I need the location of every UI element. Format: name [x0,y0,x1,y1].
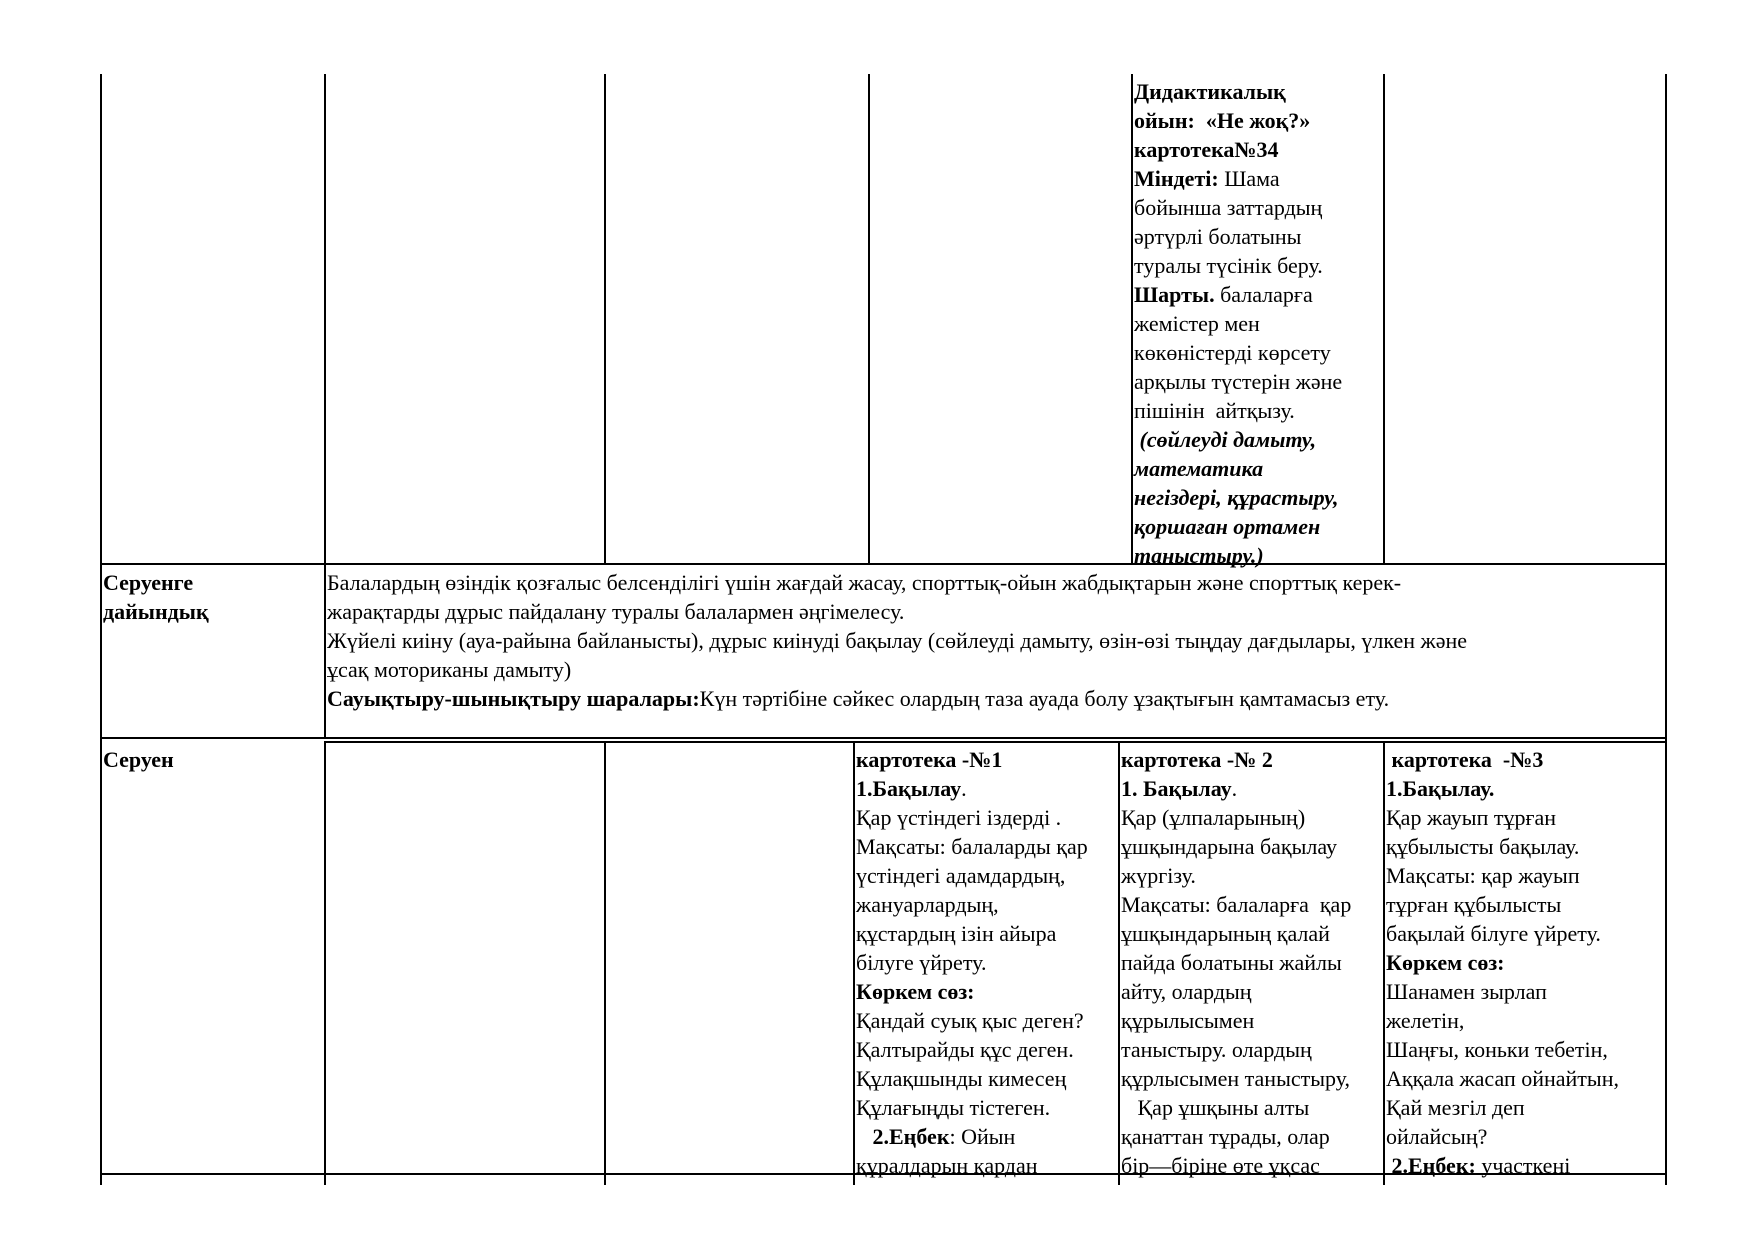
text-line [1134,512,1342,541]
text-line [856,948,1088,977]
text-line [856,1006,1088,1035]
text-run: участкені [1481,1153,1571,1178]
text-line [856,1064,1088,1093]
text-run: құрлысымен таныстыру, [1121,1066,1351,1091]
text-line [1121,948,1351,977]
text-run: Серуен [103,747,174,772]
text-line [1121,861,1351,890]
text-run: таныстыру.) [1134,543,1264,568]
text-line [327,684,1467,713]
text-line [1386,861,1619,890]
table-border-right [1665,74,1667,1185]
text-run: ойын: «Не жоқ?» [1134,108,1311,133]
text-run: Қай мезгіл деп [1386,1095,1525,1120]
text-run: Дидактикалық [1134,79,1286,104]
didactic-game-cell [1134,77,1342,570]
text-line [1134,164,1342,193]
text-line [856,803,1088,832]
text-run: бір—біріне өте ұқсас [1121,1153,1320,1178]
text-run: бақылай білуге үйрету. [1386,921,1601,946]
text-run: үстіндегі адамдардың, [856,863,1066,888]
text-run: құбылысты бақылау. [1386,834,1580,859]
text-line [1386,745,1619,774]
text-run: Қалтырайды құс деген. [856,1037,1074,1062]
text-run: желетін, [1386,1008,1465,1033]
text-run: Мақсаты: балаларды қар [856,834,1088,859]
text-run: Аққала жасап ойнайтын, [1386,1066,1619,1091]
row3-divider-5 [1383,741,1385,1185]
text-run: картотека -№ 2 [1121,747,1273,772]
text-run: Қар (ұлпаларының) [1121,805,1306,830]
text-line [1386,1064,1619,1093]
text-run: таныстыру. олардың [1121,1037,1312,1062]
text-run: Мақсаты: қар жауып [1386,863,1580,888]
text-run: Көркем сөз: [1386,950,1505,975]
text-line [856,832,1088,861]
text-run: туралы түсінік беру. [1134,253,1323,278]
text-run: 1.Бақылау. [1386,776,1495,801]
text-line [1386,803,1619,832]
text-run: Мақсаты: балаларға қар [1121,892,1352,917]
text-run: 1. Бақылау [1121,776,1232,801]
text-line [856,774,1088,803]
row3-divider-1 [324,741,326,1185]
text-line [1134,396,1342,425]
row3-divider-3 [853,741,855,1185]
text-line [1134,77,1342,106]
row1-bottom-border [100,563,1667,565]
text-line [856,1035,1088,1064]
text-run: Күн тәртібіне сәйкес олардың таза ауада болу ұзақтығын қамтамасыз ету. [699,686,1390,711]
text-run: ойлайсың? [1386,1124,1488,1149]
text-run: 2.Еңбек [856,1124,950,1149]
text-run: тұрған құбылысты [1386,892,1562,917]
text-line [1134,222,1342,251]
text-run: көкөністерді көрсету [1134,340,1331,365]
text-run: құрылысымен [1121,1008,1255,1033]
text-run: қанаттан тұрады, олар [1121,1124,1330,1149]
text-line [327,626,1467,655]
row1-divider-1 [324,74,326,564]
text-run: жарақтарды дұрыс пайдалану туралы балалармен әңгімелесу. [327,599,905,624]
text-run: құстардың ізін айыра [856,921,1057,946]
text-run: Құлақшынды кимесең [856,1066,1067,1091]
text-run: Шарты. [1134,282,1221,307]
walk-card-1 [856,745,1088,1180]
text-line [1121,803,1351,832]
text-run: дайындық [103,599,209,624]
row1-divider-4 [1131,74,1133,564]
row2-bottom-border-inner [324,741,1667,743]
text-line [327,568,1467,597]
text-run: Жүйелі киіну (ауа-райына байланысты), дұрыс киінуді бақылау (сөйлеуді дамыту, өзін-өзі тыңдау дағдылары, үлкен және [327,628,1468,653]
text-run: 2.Еңбек: [1386,1153,1482,1178]
text-run: математика [1134,456,1264,481]
text-line [1386,977,1619,1006]
text-run: пайда болатыны жайлы [1121,950,1342,975]
row2-bottom-border [100,737,1667,739]
text-line [1134,367,1342,396]
text-line [1134,338,1342,367]
text-line [103,597,209,626]
text-run: әртүрлі болатыны [1134,224,1302,249]
text-line [1386,832,1619,861]
text-run: Серуенге [103,570,194,595]
text-run: жануарлардың, [856,892,999,917]
text-line [856,1122,1088,1151]
text-line [1386,1006,1619,1035]
text-line [1134,541,1342,570]
walk-card-3 [1386,745,1619,1180]
text-line [1386,1122,1619,1151]
text-line [1386,1151,1619,1180]
text-line [1134,106,1342,135]
text-line [1121,1093,1351,1122]
text-run: (сөйлеуді дамыту, [1134,427,1317,452]
text-line [856,919,1088,948]
text-line [856,977,1088,1006]
text-run: айту, олардың [1121,979,1252,1004]
text-line [1121,890,1351,919]
walk-card-2 [1121,745,1351,1180]
text-line [1121,774,1351,803]
row3-divider-4 [1118,741,1120,1185]
text-run: жүргізу. [1121,863,1196,888]
text-line [1386,1035,1619,1064]
text-run: : Ойын [949,1124,1016,1149]
text-run: Қар ұшқыны алты [1121,1095,1310,1120]
text-line [856,745,1088,774]
text-line [1134,193,1342,222]
text-run: негіздері, құрастыру, [1134,485,1339,510]
text-run: жемістер мен [1134,311,1260,336]
text-run: 1.Бақылау [856,776,962,801]
text-run: Балалардың өзіндік қозғалыс белсенділігі үшін жағдай жасау, спорттық-ойын жабдықтарын және спорттық керек- [327,570,1402,595]
text-run: Қар үстіндегі іздерді . [856,805,1062,830]
text-run: балаларға [1220,282,1313,307]
text-line [103,745,174,774]
text-line [1386,919,1619,948]
text-run: қоршаған ортамен [1134,514,1321,539]
row1-divider-3 [868,74,870,564]
text-line [103,568,209,597]
text-line [1386,1093,1619,1122]
text-run: пішінін айтқызу. [1134,398,1295,423]
text-line [1121,1006,1351,1035]
text-line [1134,135,1342,164]
row2-divider-1 [324,563,326,739]
row1-divider-2 [604,74,606,564]
text-line [1121,1122,1351,1151]
text-line [1386,774,1619,803]
text-line [1134,280,1342,309]
text-run: Көркем сөз: [856,979,975,1004]
text-run: ұшқындарына бақылау [1121,834,1338,859]
text-line [1121,977,1351,1006]
text-run: арқылы түстерін және [1134,369,1343,394]
text-line [1386,948,1619,977]
text-line [1134,309,1342,338]
text-run: картотека№34 [1134,137,1279,162]
text-line [327,597,1467,626]
text-run: Қар жауып тұрған [1386,805,1557,830]
text-line [1386,890,1619,919]
text-line [856,1093,1088,1122]
walk-label [103,745,174,774]
text-line [1134,251,1342,280]
text-line [1121,919,1351,948]
text-run: бойынша заттардың [1134,195,1323,220]
text-run: . [1231,776,1238,801]
text-line [1121,1151,1351,1180]
text-line [856,861,1088,890]
text-line [1134,425,1342,454]
text-line [1121,1064,1351,1093]
text-line [1134,483,1342,512]
text-run: Шама [1224,166,1280,191]
row1-divider-5 [1383,74,1385,564]
text-run: картотека -№1 [856,747,1003,772]
text-run: құралдарын қардан [856,1153,1038,1178]
text-run: Құлағыңды тістеген. [856,1095,1051,1120]
text-run: Қандай суық қыс деген? [856,1008,1084,1033]
text-line [856,1151,1088,1180]
text-run: ұшқындарының қалай [1121,921,1330,946]
text-run: . [961,776,967,801]
text-run: Шаңғы, коньки тебетін, [1386,1037,1608,1062]
walk-preparation-label [103,568,209,626]
text-line [1134,454,1342,483]
text-run: ұсақ моториканы дамыту) [327,657,572,682]
text-run: картотека -№3 [1386,747,1544,772]
text-run: Шанамен зырлап [1386,979,1547,1004]
table-border-left [100,74,102,1185]
text-line [1121,745,1351,774]
text-run: Міндеті: [1134,166,1225,191]
text-line [1121,832,1351,861]
row3-divider-2 [604,741,606,1185]
text-line [856,890,1088,919]
text-line [1121,1035,1351,1064]
text-run: білуге үйрету. [856,950,987,975]
text-run: Сауықтыру-шынықтыру шаралары: [327,686,700,711]
walk-preparation-content [327,568,1467,713]
text-line [327,655,1467,684]
